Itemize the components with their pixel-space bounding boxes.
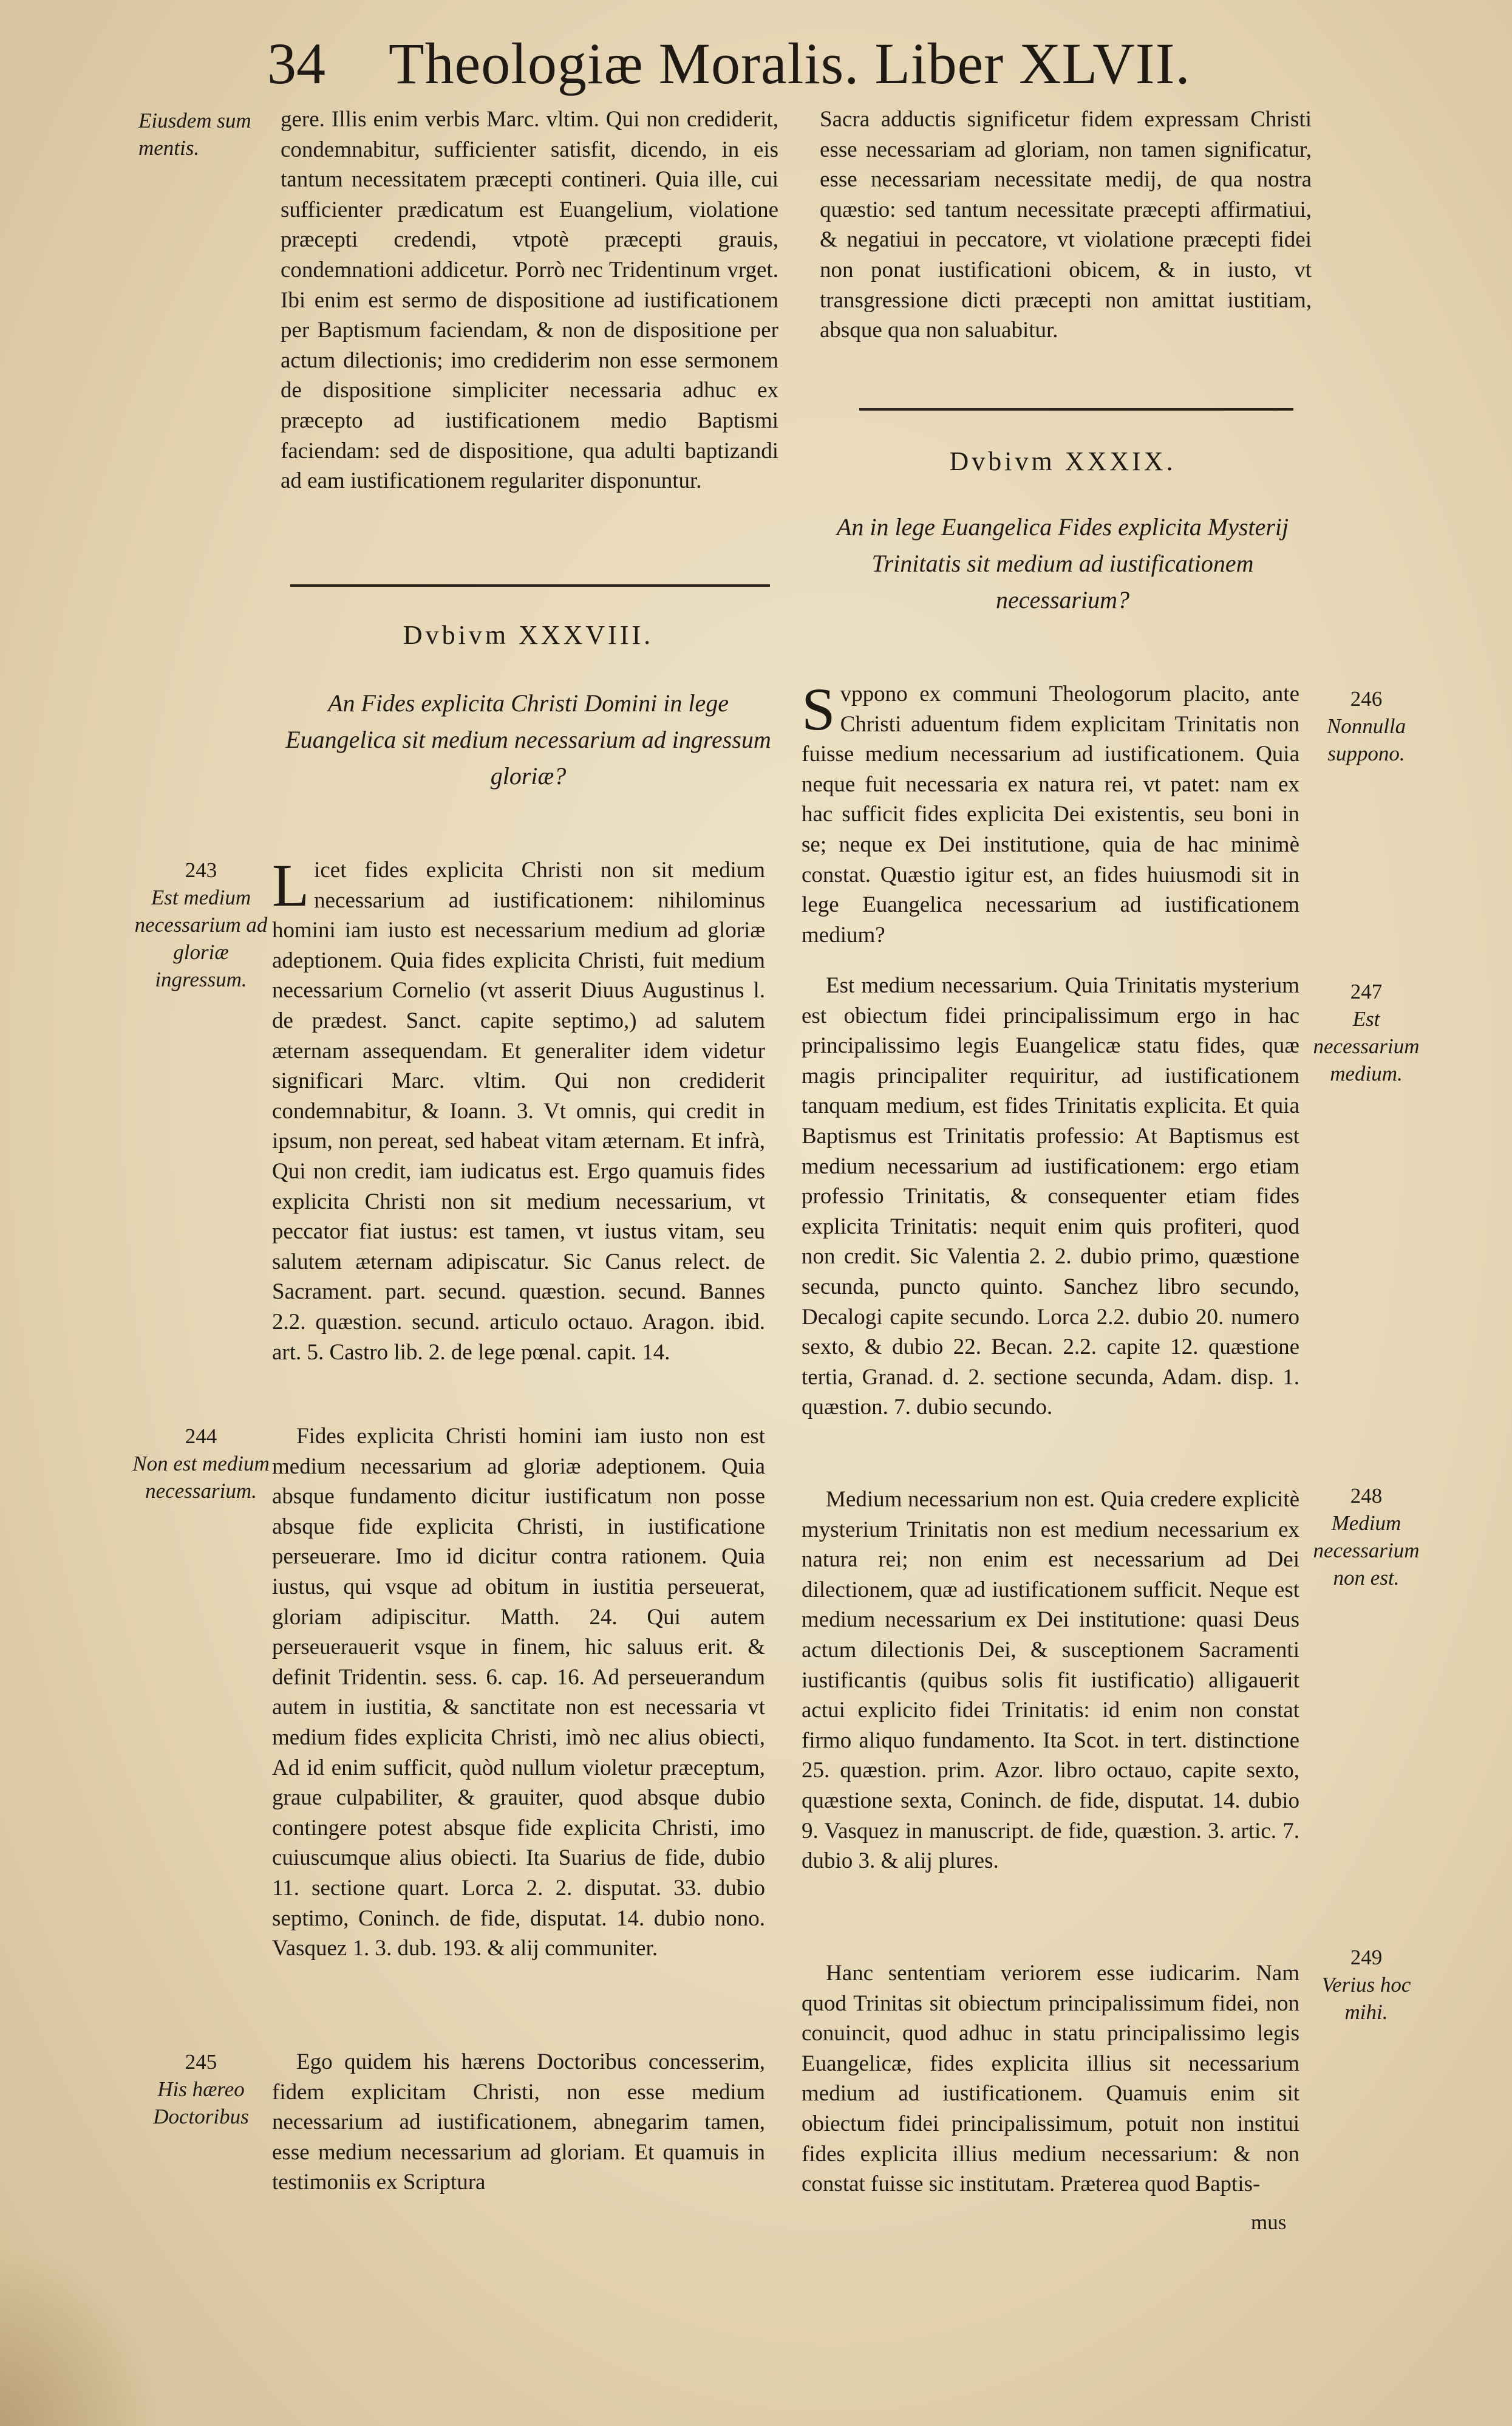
dubium-heading: Dvbivm XXXIX.: [949, 446, 1176, 476]
margin-note-246: 246 Nonnulla suppono.: [1326, 687, 1406, 765]
drop-cap: S: [802, 675, 836, 743]
paragraph-246: Svppono ex communi Theologorum placito, ante Christi aduentum fidem explicitam Trinitatis non fuisse medium necessarium ad iustificationem. Quia neque fuit necessaria ex natura rei, vt patet: nam ex hac sufficit fides explicita Dei existentis, seu boni in se; neque ex Dei institutione, quia de hac minimè constat. Quæstio igitur est, an fides huiusmodi sit in lege Euangelica necessarium ad iustificationem medium?: [802, 675, 1299, 948]
drop-cap: L: [272, 852, 310, 919]
margin-note-243: 243 Est medium necessarium ad gloriæ ingressum.: [134, 858, 268, 991]
paragraph-244: Fides explicita Christi homini iam iusto non est medium necessarium ad gloriæ adeptionem. Quia absque fundamento dicitur iustificatum non posse absque fide explicita Christi, in iustificatione perseuerare. Imo id dicitur contra rationem. Quia iustus, qui vsque ad obitum in iustitia perseuerat, gloriam adipiscitur. Matth. 24. Qui autem perseuerauerit vsque in finem, hic saluus erit. & definit Tridentin. sess. 6. cap. 16. Ad perseuerandum autem in iustitia, & sanctitate non est necessaria vt medium fides explicita Christi, imò nec alius obiecti, Ad id enim sufficit, quòd nullum violetur præceptum, graue culpabiliter, & grauiter, quod absque dubio contingere potest absque fide explicita Christi, imo cuiuscumque alius obiecti. Ita Suarius de fide, dubio 11. sectione quart. Lorca 2. 2. disputat. 33. dubio septimo, Coninch. de fide, disputat. 14. dubio nono. Vasquez 1. 3. dub. 193. & alij communiter.: [272, 1424, 765, 1961]
page-number: 34: [267, 31, 325, 96]
right-bottom-text: [802, 675, 1299, 2199]
paragraph-243: Licet fides explicita Christi non sit medium necessarium ad iustificationem: nihilominus homini iam iusto est necessarium medium ad gloriæ adeptionem. Quia fides explicita Christi, fuit medium necessarium Cornelio (vt asserit Diuus Augustinus l. de prædest. Sanct. capite septimo,) ad salutem æternam assequendam. Et generaliter idem videtur significari Marc. vltim. Qui non crediderit condemnabitur, & Ioann. 3. Vt omnis, qui credit in ipsum, non pereat, sed habeat vitam æternam. Et infrà, Qui non credit, iam iudicatus est. Ergo quamuis fides explicita Christi non sit medium necessarium, vt peccator fiat iustus: est tamen, vt iustus vitam, seu salutem æternam adipiscatur. Sic Canus relect. de Sacrament. part. secund. quæstion. secund. Bannes 2.2. quæstion. secund. articulo octauo. Aragon. ibid. art. 5. Castro lib. 2. de lege pœnal. capit. 14.: [272, 852, 765, 1365]
dubium-heading: Dvbivm XXXVIII.: [403, 620, 654, 650]
margin-note-244: 244 Non est medium necessarium.: [132, 1424, 270, 1503]
paragraph-247: Est medium necessarium. Quia Trinitatis mysterium est obiectum fidei principalissimum ergo in hac principalissimo legis Euangelicæ statu fides, quæ magis principaliter requiritur, ad iustificationem tanquam medium, est fides Trinitatis explicita. Et quia Baptismus est Trinitatis professio: At Baptismus est medium necessarium ad iustificationem: ergo etiam professio Trinitatis, & consequenter etiam fides explicita Trinitatis: nequit enim quis profiteri, quod non credit. Sic Valentia 2. 2. dubio primo, quæstione secunda, puncto quinto. Sanchez libro secundo, Decalogi capite secundo. Lorca 2.2. dubio 20. numero sexto, & dubio 22. Becan. 2.2. capite 12. quæstione tertia, Granad. d. 2. sectione secunda, Adam. disp. 1. quæstion. 7. dubio secundo.: [802, 973, 1299, 1420]
page-header: [267, 24, 1299, 103]
margin-note-eiusdem: Eiusdem sum mentis.: [138, 109, 251, 160]
section-divider: [290, 584, 770, 587]
margin-note-247: 247 Est necessarium medium.: [1313, 980, 1420, 1085]
left-bottom-text: [272, 852, 765, 2198]
margin-note-245: 245 His hæreo Doctoribus: [153, 2050, 249, 2128]
paragraph-248: Medium necessarium non est. Quia credere explicitè mysterium Trinitatis non est medium necessarium ex natura rei; non enim est necessarium ad Dei dilectionem, quæ ad iustificationem sufficit. Neque est medium necessarium ex Dei institutione: quasi Deus actum dilectionis Dei, & susceptionem Sacramenti iustificantis (quibus solis fit iustificatio) alligauerit actui explicito fidei Trinitatis: id enim non constat firmo aliquo fundamento. Ita Scot. in tert. distinctione 25. quæstion. prim. Azor. libro octauo, capite sexto, quæstione sexta, Coninch. de fide, disputat. 14. dubio 9. Vasquez in manuscript. de fide, quæstion. 3. artic. 7. dubio 3. & alij plures.: [802, 1487, 1299, 1874]
question-title: An in lege Euangelica Fides explicita Mysterij Trinitatis sit medium ad iustificationem necessarium?: [836, 513, 1289, 613]
paragraph-text: Sacra adductis significetur fidem expressam Christi esse necessariam ad gloriam, non tamen significatur, esse necessariam necessitate medij, de qua nostra quæstio: sed tantum necessitate præcepti affirmatiui, & negatiui in peccatore, vt violatione præcepti fidei non ponat iustificationi obicem, & in iusto, vt transgressione dicti præcepti non amittat iustitiam, absque qua non saluabitur.: [820, 107, 1312, 343]
section-divider: [859, 408, 1293, 411]
catchword: mus: [1251, 2210, 1287, 2234]
running-title: Theologiæ Moralis. Liber XLVII.: [389, 31, 1191, 96]
margin-note-248: 248 Medium necessarium non est.: [1313, 1484, 1420, 1590]
margin-note-249: 249 Verius hoc mihi.: [1321, 1946, 1411, 2024]
left-top-paragraph: [281, 104, 778, 496]
question-title: An Fides explicita Christi Domini in lege Euangelica sit medium necessarium ad ingressum gloriæ?: [285, 689, 771, 790]
paragraph-249: Hanc sententiam veriorem esse iudicarim. Nam quod Trinitas sit obiectum principalissimum fidei, non conuincit, quod adhuc in statu principalissimo legis Euangelicæ, fides explicita illius sit necessarium medium ad iustificationem. Quamuis enim sit obiectum fidei principalissimum, potuit non institui fides explicita illius medium necessarium: & non constat fuisse sic institutam. Præterea quod Baptis-: [802, 1961, 1299, 2197]
paragraph-245: Ego quidem his hærens Doctoribus concesserim, fidem explicitam Christi, non esse medium necessarium ad iustificationem, abnegarim tamen, esse medium necessarium ad gloriam. Et quamuis in testimoniis ex Scriptura: [272, 2049, 765, 2195]
right-top-paragraph: [820, 104, 1312, 346]
paragraph-text: gere. Illis enim verbis Marc. vltim. Qui non crediderit, condemnabitur, sufficienter satisfit, dicendo, in eis tantum necessitatem præcepti contineri. Quia ille, cui sufficienter prædicatum est Euangelium, violatione præcepti credendi, vtpotè præcepti grauis, condemnationi addicetur. Porrò nec Tridentinum vrget. Ibi enim est sermo de dispositione ad iustificationem per Baptismum faciendam, & non de dispositione per actum dilectionis; imo crediderim non esse sermonem de dispositione simpliciter necessaria adhuc ex præcepto ad iustificationem medio Baptismi faciendam: sed de dispositione, qua adulti baptizandi ad eam iustificationem regulariter disponuntur.: [281, 107, 778, 494]
